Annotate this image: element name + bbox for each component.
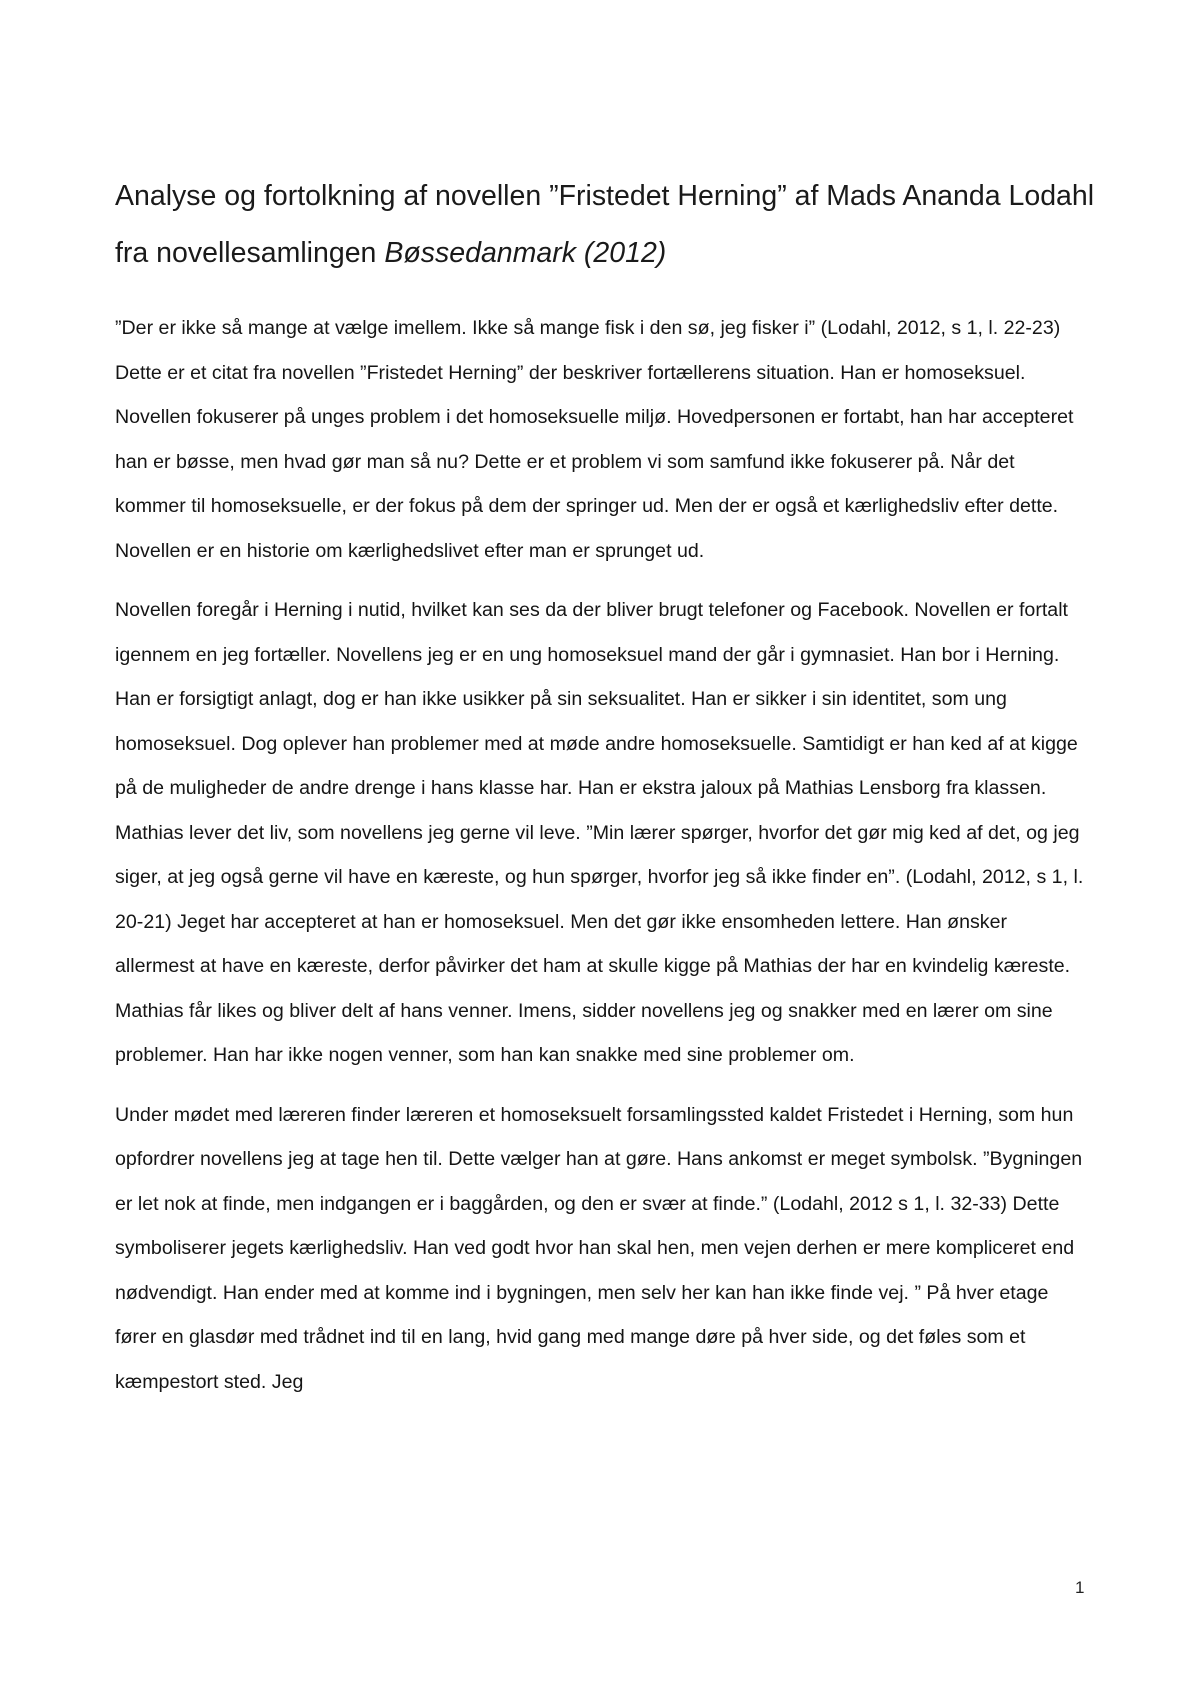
title-main: Analyse og fortolkning af novellen ”Fristedet Herning” af Mads Ananda Lodahl fra novellesamlingen bbox=[115, 180, 1095, 269]
paragraph: Novellen foregår i Herning i nutid, hvilket kan ses da der bliver brugt telefoner og Facebook. Novellen er fortalt igennem en jeg fortæller. Novellens jeg er en ung homoseksuel mand der går i gymnasiet. Han bor i Herning. Han er forsigtigt anlagt, dog er han ikke usikker på sin seksualitet. Han er sikker i sin identitet, som ung homoseksuel. Dog oplever han problemer med at møde andre homoseksuelle. Samtidigt er han ked af at kigge på de muligheder de andre drenge i hans klasse har. Han er ekstra jaloux på Mathias Lensborg fra klassen. Mathias lever det liv, som novellens jeg gerne vil leve. ”Min lærer spørger, hvorfor det gør mig ked af det, og jeg siger, at jeg også gerne vil have en kæreste, og hun spørger, hvorfor jeg så ikke finder en”. (Lodahl, 2012, s 1, l. 20-21) Jeget har accepteret at han er homoseksuel. Men det gør ikke ensomheden lettere. Han ønsker allermest at have en kæreste, derfor påvirker det ham at skulle kigge på Mathias der har en kvindelig kæreste. Mathias får likes og bliver delt af hans venner. Imens, sidder novellens jeg og snakker med en lærer om sine problemer. Han har ikke nogen venner, som han kan snakke med sine problemer om. bbox=[115, 599, 1084, 1066]
title-italic: Bøssedanmark (2012) bbox=[384, 237, 667, 269]
paragraph: Under mødet med læreren finder læreren et homoseksuelt forsamlingssted kaldet Fristedet i Herning, som hun opfordrer novellens jeg at tage hen til. Dette vælger han at gøre. Hans ankomst er meget symbolsk. ”Bygningen er let nok at finde, men indgangen er i baggården, og den er svær at finde.” (Lodahl, 2012 s 1, l. 32-33) Dette symboliserer jegets kærlighedsliv. Han ved godt hvor han skal hen, men vejen derhen er mere kompliceret end nødvendigt. Han ender med at komme ind i bygningen, men selv her kan han ikke finde vej. ” På hver etage fører en glasdør med trådnet ind til en lang, hvid gang med mange døre på hver side, og det føles som et kæmpestort sted. Jeg bbox=[115, 1103, 1083, 1393]
document-body bbox=[115, 306, 1090, 1419]
paragraph: ”Der er ikke så mange at vælge imellem. Ikke så mange fisk i den sø, jeg fisker i” (Lodahl, 2012, s 1, l. 22-23) Dette er et citat fra novellen ”Fristedet Herning” der beskriver fortællerens situation. Han er homoseksuel. Novellen fokuserer på unges problem i det homoseksuelle miljø. Hovedpersonen er fortabt, han har accepteret han er bøsse, men hvad gør man så nu? Dette er et problem vi som samfund ikke fokuserer på. Når det kommer til homoseksuelle, er der fokus på dem der springer ud. Men der er også et kærlighedsliv efter dette. Novellen er en historie om kærlighedslivet efter man er sprunget ud. bbox=[115, 317, 1074, 562]
page-number: 1 bbox=[1075, 1578, 1085, 1597]
document-title bbox=[115, 168, 1100, 282]
